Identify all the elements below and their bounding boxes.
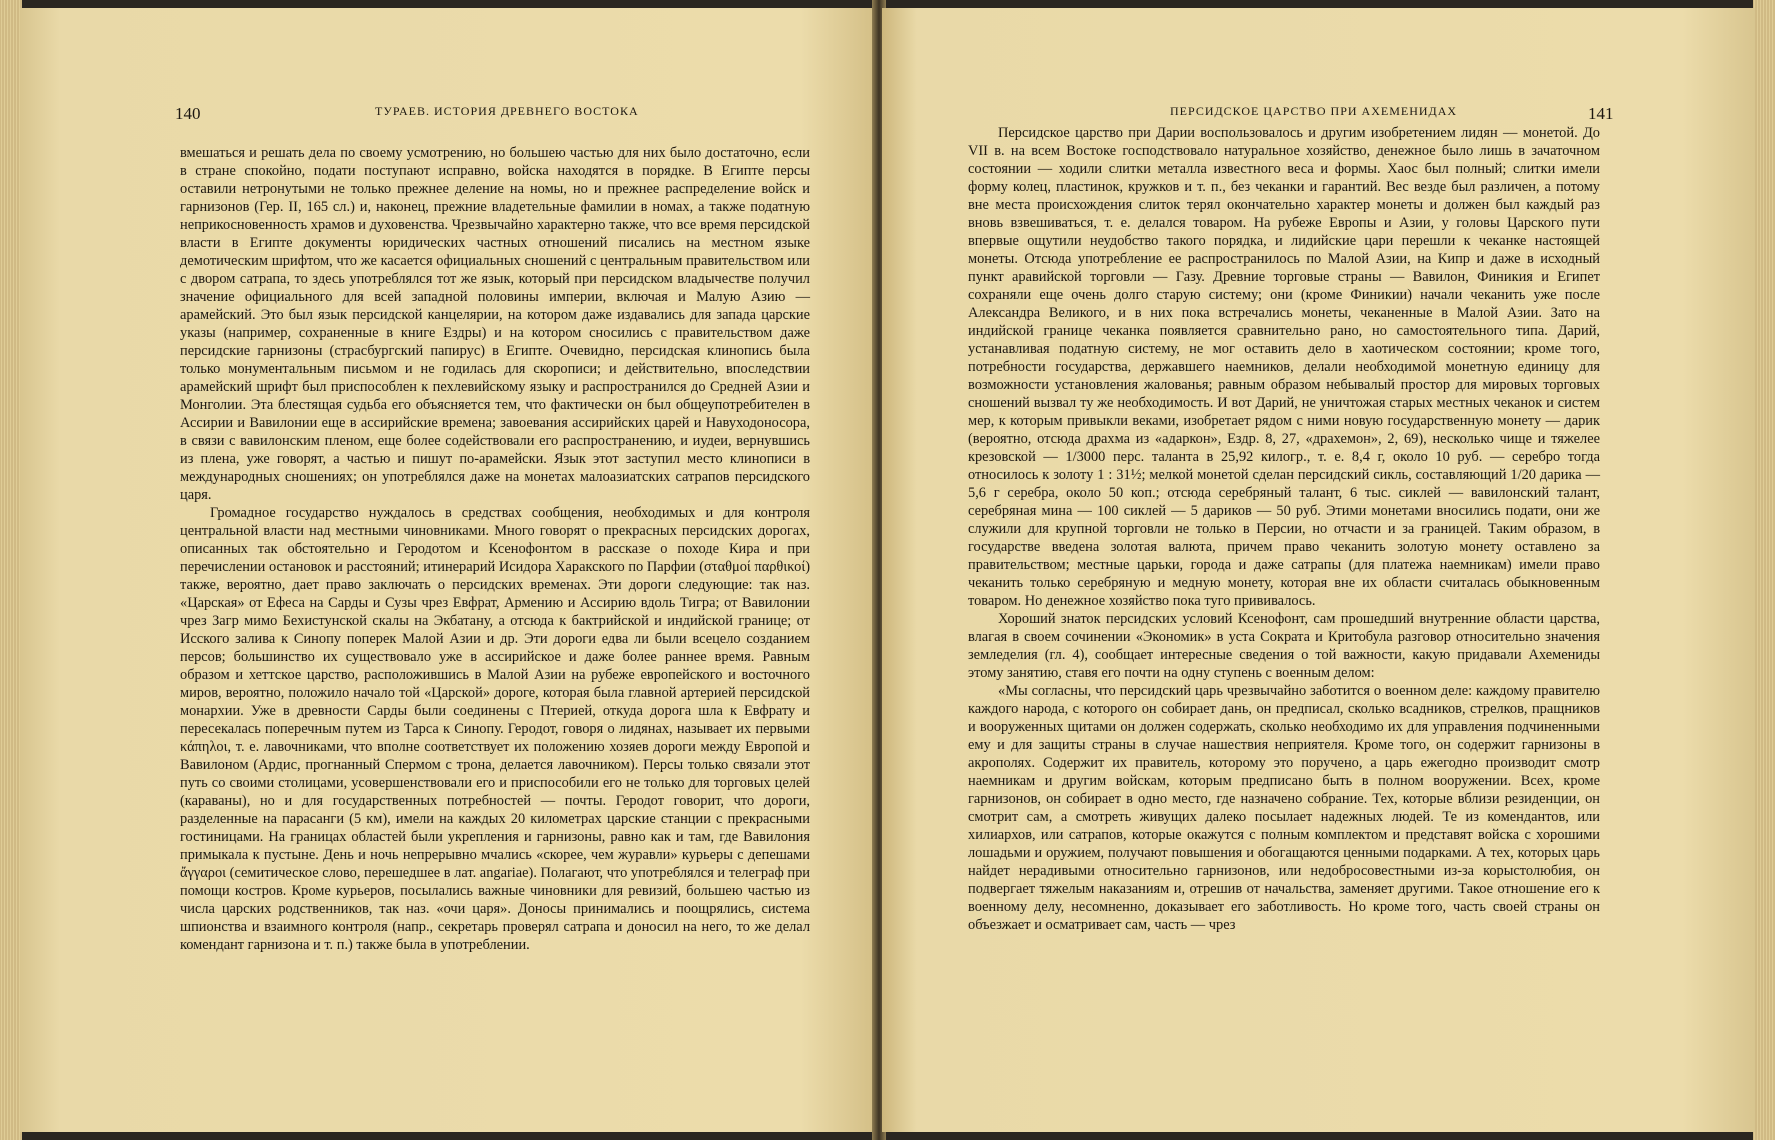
left-page-edges [0,0,22,1140]
right-page-edges [1753,0,1775,1140]
right-paragraph-1: Персидское царство при Дарии воспользовалось и другим изобретением лидян — монетой. До VII в. на всем Востоке господствовало натуральное хозяйство, денежное было лишь в зачаточном состоянии — ходили слитки металла известного веса и формы. Хаос был полный; слитки имели форму колец, пластинок, кружков и т. п., без чеканки и гарантий. Вес везде был различен, а потому вне места происхождения слиток терял окончательно характер монеты и должен был каждый раз вновь взвешиваться, т. е. делался товаром. На рубеже Европы и Азии, у головы Царского пути впервые ощутили неудобство такого порядка, и лидийские цари перешли к чеканке настоящей монеты. Отсюда употребление ее распространилось по Малой Азии, на Кипр и даже в исходный пункт аравийской торговли — Газу. Древние торговые страны — Вавилон, Финикия и Египет сохраняли еще очень долго старую систему; они (кроме Финикии) начали чеканить уже после Александра Великого, и в них пока встречались монеты, чеканенные в Малой Азии. Зато на индийской границе чеканка появляется сравнительно рано, но самостоятельного типа. Дарий, устанавливая податную систему, не мог оставить дело в хаотическом состоянии; кроме того, потребности государства, державшего наемников, делали необходимой монетную единицу для возможности установления жалованья; равным образом небывалый простор для мировых торговых сношений вызвал ту же необходимость. И вот Дарий, не уничтожая старых местных чеканок и систем мер, к которым привыкли веками, изобретает рядом с ними новую государственную монету — дарик (вероятно, отсюда драхма из «адаркон», Ездр. 8, 27, «драхемон», 2, 69), несколько чище и тяжелее крезовской — 1/3000 перс. таланта в 25,92 килогр., т. е. 8,4 г, около 10 руб. — серебро тогда относилось к золоту 1 : 31½; мелкой монетой сделан персидский сикль, составляющий 1/20 дарика — 5,6 г серебра, около 50 коп.; отсюда серебряный талант, 6 тыс. сиклей — вавилонский талант, серебряная мина — 100 сиклей — 5 дариков — 50 руб. Этими монетами вносились подати, они же служили для крупной торговли не только в Персии, но отчасти и за границей. Таким образом, в государстве введена золотая валюта, причем право чеканить золотую монету оставлено за правительством; местные царьки, города и даже сатрапы (для платежа наемникам) имели право чеканить только серебряную и медную монету, которая вне их области считалась обыкновенным товаром. Но денежное хозяйство пока туго прививалось. [968,125,1600,609]
left-paragraph-2: Громадное государство нуждалось в средствах сообщения, необходимых и для контроля центральной власти над местными чиновниками. Много говорят о прекрасных персидских дорогах, описанных так обстоятельно и Геродотом и Ксенофонтом в рассказе о походе Кира и при перечислении остановок и расстояний; итинерарий Исидора Харакского по Парфии (σταθμοί παρθικοί) также, вероятно, дает право заключать о персидских временах. Эти дороги следующие: так наз. «Царская» от Ефеса на Сарды и Сузы чрез Евфрат, Армению и Ассирию вдоль Тигра; от Вавилонии чрез Загр мимо Бехистунской скалы на Экбатану, а отсюда к бактрийской и индийской границе; от Исского залива к Синопу поперек Малой Азии и др. Эти дороги едва ли были всецело созданием персов; большинство их существовало уже в ассирийское и даже более раннее время. Равным образом и хеттское царство, расположившись в Малой Азии на рубеже европейского и восточного миров, вероятно, положило начало той «Царской» дороге, которая была главной артерией персидской монархии. Уже в древности Сарды были соединены с Птерией, откуда дорога шла к Евфрату и пересекалась поперечным путем из Тарса к Синопу. Геродот, говоря о лидянах, называет их первыми κάπηλοι, т. е. лавочниками, что вполне соответствует их положению хозяев дороги между Европой и Вавилоном (Ардис, прогнанный Спермом с трона, делается лавочником). Персы только связали этот путь со своими столицами, усовершенствовали его и приспособили его не только для торговых целей (караваны), но и для государственных потребностей — почты. Геродот говорит, что дороги, разделенные на парасанги (5 км), имели на каждых 20 километрах царские станции с прекрасными гостиницами. На границах областей были укрепления и гарнизоны, равно как и там, где Вавилония примыкала к пустыне. День и ночь непрерывно мчались «скорее, чем журавли» курьеры с депешами ἄγγαροι (семитическое слово, перешедшее в лат. angariae). Полагают, что употреблялся и телеграф при помощи костров. Кроме курьеров, посылались важные чиновники для ревизий, большею частью из числа царских родственников, так наз. «очи царя». Доносы принимались и поощрялись, система шпионства и взаимного контроля (напр., секретарь проверял сатрапа и доносил на него, то же делал комендант гарнизона и т. п.) также была в употреблении. [180,505,810,953]
right-running-head: ПЕРСИДСКОЕ ЦАРСТВО ПРИ АХЕМЕНИДАХ [1170,104,1458,118]
left-paragraph-1: вмешаться и решать дела по своему усмотрению, но большею частью для них было достаточно, если в стране спокойно, подати поступают исправно, войска находятся в порядке. В Египте персы оставили нетронутыми не только прежнее деление на номы, но и прежнее распределение войск и гарнизонов (Гер. II, 165 сл.) и, наконец, прежние владетельные фамилии в номах, а также податную неприкосновенность храмов и духовенства. Чрезвычайно характерно также, что все время персидской власти в Египте документы юридических частных отношений писались на местном языке демотическим шрифтом, что же касается официальных сношений с центральным правительством или с двором сатрапа, то здесь употреблялся тот же язык, который при персидском владычестве получил значение официального для всей западной половины империи, включая и Малую Азию — арамейский. Это был язык персидской канцелярии, на котором даже издавались для запада царские указы (например, сохраненные в книге Ездры) и на котором сносились с правительством даже персидские гарнизоны (страсбургский папирус) в Египте. Очевидно, персидская клинопись была только монументальным письмом и не годилась для скорописи; и действительно, впоследствии арамейский шрифт был приспособлен к пехлевийскому языку и распространился до Средней Азии и Монголии. Эта блестящая судьба его объясняется тем, что фактически он был общеупотребителен в Ассирии и Вавилонии еще в ассирийские времена; завоевания ассирийских царей и Навуходоносора, в связи с вавилонским пленом, еще более содействовали его распространению, и иудеи, вернувшись из плена, уже говорят, а частью и пишут по-арамейски. Язык этот заступил место клинописи в международных сношениях; он употреблялся даже на монетах малоазиатских сатрапов персидского царя. [180,145,810,503]
left-body-text [180,144,810,954]
right-page-number: 141 [1588,104,1614,123]
right-paragraph-3: «Мы согласны, что персидский царь чрезвычайно заботится о военном деле: каждому правителю каждого народа, с которого он собирает дань, он предписал, сколько всадников, стрелков, пращников и вооруженных щитами он должен содержать, сколько необходимо их для управления подчиненными ему и для защиты страны в случае нашествия неприятеля. Кроме того, он содержит гарнизоны в акрополях. Содержит их правитель, которому это поручено, а царь ежегодно производит смотр наемникам и другим войскам, которым предписано быть в полном вооружении. Всех, кроме гарнизонов, он собирает в одно место, где назначено собрание. Тех, которые вблизи резиденции, он смотрит сам, а смотреть живущих далеко посылает надежных людей. Те из комендантов, или хилиархов, или сатрапов, которые окажутся с полным комплектом и представят войска с хорошими лошадьми и оружием, получают повышения и обогащаются ценными подарками. А тех, которых царь найдет нерадивыми относительно гарнизонов, или недобросовестными из-за корыстолюбия, он подвергает тяжелым наказаниям и, отрешив от начальства, заменяет другими. Такое отношение его к военному делу, несомненно, доказывает его заботливость. Но кроме того, часть своей страны он объезжает и осматривает сам, часть — чрез [968,683,1600,933]
left-page [20,8,880,1132]
left-running-head: ТУРАЕВ. ИСТОРИЯ ДРЕВНЕГО ВОСТОКА [375,104,639,118]
right-page [882,8,1755,1132]
left-page-number: 140 [175,104,201,123]
right-paragraph-2: Хороший знаток персидских условий Ксенофонт, сам прошедший внутренние области царства, влагая в своем сочинении «Экономик» в уста Сократа и Критобула разговор относительно значения земледелия (гл. 4), сообщает интересные сведения о той важности, какую придавали Ахемениды этому занятию, ставя его почти на одну ступень с военным делом: [968,611,1600,681]
right-body-text [968,124,1600,934]
